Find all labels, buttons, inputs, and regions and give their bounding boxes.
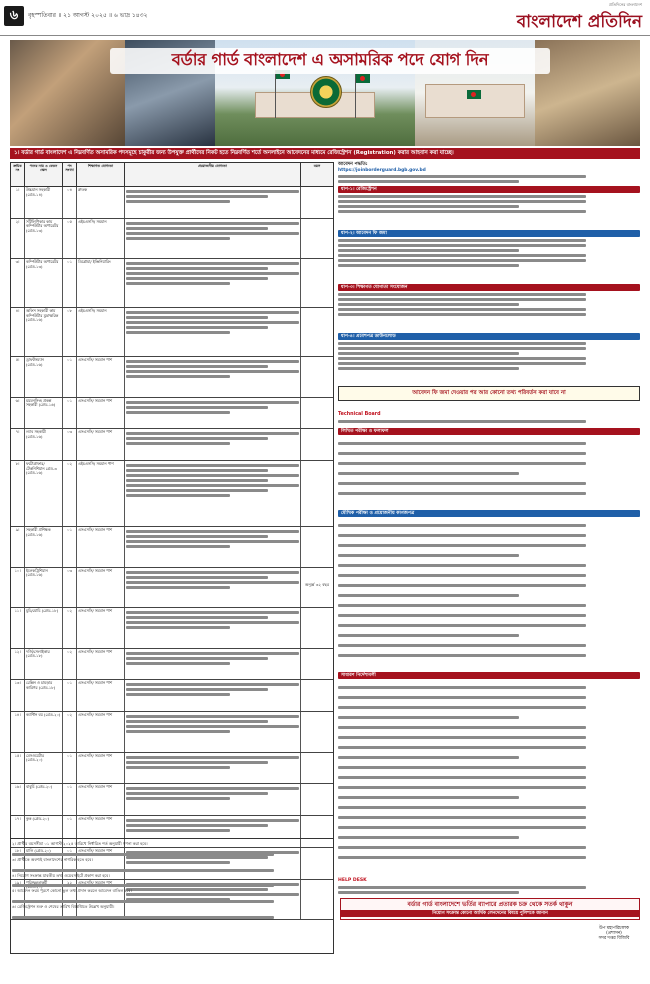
row-requirements [125,461,301,526]
banner-photo-electrician [10,40,125,146]
row-post-name: ফটোগ্রাফার/ টেকনিশিয়ান গ্রেড-৩ (গ্রেড-১৬) [25,461,63,526]
warning-sub: নিয়োগ সংক্রান্ত কোনো আর্থিক লেনদেনের বিষয়ে পুলিশকে জানান [341,910,639,917]
row-post-name: ময়মনসিংহ প্রকল্প সহকারী (গ্রেড-১৬) [25,398,63,429]
row-requirements [125,429,301,460]
helpdesk-label: HELP DESK [338,878,367,883]
vacancy-table [10,162,334,954]
table-row [11,187,333,219]
row-post-name: ক্যান্টিন বয় (গ্রেড-২০) [25,712,63,751]
newspaper-header [0,0,650,36]
row-quantity: ০২ [63,712,77,751]
row-age [301,712,333,751]
apply-url-link[interactable]: https://joinborderguard.bgb.gov.bd [338,167,426,173]
row-post-name: মুচি/মোচি (গ্রেড-১৮) [25,608,63,647]
row-serial: ১২। [11,649,25,680]
row-quantity: ০৫ [63,219,77,258]
row-serial: ১৮। [11,848,25,879]
page-number: ৬ [4,6,24,26]
row-post-name: কম্পিউটার অপারেটর (গ্রেড-১৩) [25,259,63,307]
application-procedure [338,162,640,954]
row-serial: ৯। [11,527,25,566]
row-education: এসএসসি/ সমমান পাশ [77,527,125,566]
table-row [11,527,333,567]
row-post-name: দর্জি/সেলাইকার (গ্রেড-১৮) [25,649,63,680]
row-post-name: পরিচ্ছন্নতাকর্মী [25,880,63,919]
table-row [11,219,333,259]
section-title: সাধারণ নির্দেশাবলী [338,672,640,679]
row-education: এইচএসসি/ সমমান পাশ [77,461,125,526]
table-row [11,712,333,752]
step-title: ধাপ-২। আবেদন ফি জমা [338,230,640,237]
row-requirements [125,568,301,607]
row-serial: ১১। [11,608,25,647]
table-row [11,649,333,681]
paper-tagline: প্রতিদিনের বাংলাদেশ [608,2,642,7]
row-education: এসএসসি/ সমমান পাশ [77,649,125,680]
row-serial: ১। [11,187,25,218]
row-requirements [125,398,301,429]
row-quantity: ০৪ [63,187,77,218]
header-qty: পদ সংখ্যা [63,163,77,187]
table-row [11,608,333,648]
note-item: ৩। প্রার্থীকে অবশ্যই বাংলাদেশের নাগরিক হতে হবে। [12,856,93,862]
signature-block: উপ মহাপরিচালক (প্রশাসন) সদর দপ্তর বিজিবি [598,926,630,942]
row-post-name: কুক (গ্রেড-২০) [25,816,63,847]
row-education: এসএসসি/ সমমান পাশ [77,429,125,460]
dateline: বৃহস্পতিবার ॥ ২১ আগস্ট ২০২৫ ॥ ৬ ভাদ্র ১৪৩২ [28,12,148,19]
row-age [301,753,333,784]
row-education: এসএসসি/ সমমান পাশ [77,568,125,607]
table-row [11,357,333,397]
row-education: এইচএসসি/ সমমান [77,219,125,258]
row-quantity: ০১ [63,680,77,711]
table-row [11,461,333,527]
step-block [338,230,640,269]
header-age: বয়স [313,164,321,168]
row-quantity: ০৩ [63,568,77,607]
row-quantity: ০২ [63,461,77,526]
row-requirements [125,187,301,218]
row-requirements [125,712,301,751]
row-post-name: উচ্চমান সহকারী (গ্রেড-১৪) [25,187,63,218]
banner-headline: বর্ডার গার্ড বাংলাদেশ এ অসামরিক পদে যোগ দিন [171,50,489,69]
row-education: এইচএসসি/ সমমান [77,308,125,356]
row-quantity: ০১ [63,816,77,847]
row-post-name: সাঁটলিপিকার কাম কম্পিউটার অপারেটর (গ্রেড-১৩) [25,219,63,258]
row-requirements [125,219,301,258]
row-requirements [125,308,301,356]
row-serial: ৪। [11,308,25,356]
row-education: এসএসসি/ সমমান পাশ [77,357,125,396]
row-quantity: ০১ [63,357,77,396]
table-row [11,568,333,608]
step-block [338,333,640,372]
row-quantity: ০২ [63,649,77,680]
row-age [301,357,333,396]
info-section [338,428,640,502]
header-requirement: প্রয়োজনীয় যোগ্যতা [125,163,301,187]
row-post-name: ল্যাব সহকারী (গ্রেড-১৬) [25,429,63,460]
row-post-name: মেসওয়েটার (গ্রেড-২০) [25,753,63,784]
row-education: এসএসসি/ সমমান পাশ [77,712,125,751]
row-age [301,608,333,647]
table-row [11,308,333,357]
row-post-name: ইলেকট্রিশিয়ান (গ্রেড-১৬) [25,568,63,607]
row-age [301,187,333,218]
row-education: এসএসসি/ সমমান পাশ [77,680,125,711]
row-serial: ১৩। [11,680,25,711]
row-education: এসএসসি/ সমমান পাশ [77,880,125,919]
row-quantity: ০১ [63,259,77,307]
row-quantity: ০১ [63,848,77,879]
row-age [301,680,333,711]
row-serial: ১৫। [11,753,25,784]
note-item: ৬। রেজিস্ট্রেশন শুরু ও শেষের তারিখ বিজ্ঞপ্তিতে উল্লেখ অনুযায়ী। [12,904,115,910]
row-education: এসএসসি/ সমমান পাশ [77,848,125,879]
row-requirements [125,753,301,784]
row-requirements [125,608,301,647]
row-education: এসএসসি/ সমমান পাশ [77,608,125,647]
technical-board-label: Technical Board [338,412,381,417]
row-quantity: ০১ [63,398,77,429]
step-title: ধাপ-৩। শিক্ষাগত যোগ্যতা সংযোজন [338,284,640,291]
table-row [11,259,333,308]
banner [10,40,640,146]
row-age [301,219,333,258]
row-education: এসএসসি/ সমমান পাশ [77,753,125,784]
row-quantity: ২২ [63,880,77,919]
row-quantity: ০১ [63,784,77,815]
row-serial: ১০। [11,568,25,607]
row-education: ডিপ্লোমা/ ইঞ্জিনিয়ারিং [77,259,125,307]
notice-quote: আবেদন ফি জমা দেওয়ার পর আর কোনো তথ্য পরিবর্তন করা যাবে না [338,386,640,401]
row-education: স্নাতক [77,187,125,218]
header-sl: ক্রমিক নং [11,163,25,187]
warning-footer [340,898,640,920]
row-education: এসএসসি/ সমমান পাশ [77,816,125,847]
row-post-name: বাবুর্চি (গ্রেড-২০) [25,784,63,815]
row-serial: ৩। [11,259,25,307]
table-row [11,784,333,816]
row-serial: ২। [11,219,25,258]
row-age [301,461,333,526]
bgb-emblem-icon [310,76,342,108]
row-quantity: ০২ [63,608,77,647]
row-serial: ১৪। [11,712,25,751]
section-title: মৌখিক পরীক্ষা ও প্রয়োজনীয় কাগজপত্র [338,510,640,517]
info-section [338,672,640,866]
row-requirements [125,680,301,711]
row-serial: ১৭। [11,816,25,847]
intro-text: ১। বর্ডার গার্ড বাংলাদেশ এ নিম্নবর্ণিত অসামরিক পদসমূহে চাকুরীর জন্য উপযুক্ত প্রার্থীদের নিকট হতে নিম্নবর্ণিত শর্তে অনলাইনে আবেদনের মাধ্যমে রেজিস্ট্রেশন (Registration) করার আহবান করা যাচ্ছে। [10,148,640,159]
row-post-name: ড্রাফটসম্যান (গ্রেড-১৬) [25,357,63,396]
note-item: ৫। আবেদন ফরম পূরণে কোনো ভুল তথ্য প্রদান করলে আবেদন বাতিল হবে। [12,888,132,894]
table-header [11,163,333,187]
row-quantity: ০১ [63,527,77,566]
table-row [11,429,333,461]
note-item: ২। প্রার্থীর বয়সসীমা ০১ আগস্ট ২০২৫ তারিখে নির্ধারিত শর্ত অনুযায়ী গণনা করা হবে। [12,841,148,846]
row-serial: ৮। [11,461,25,526]
row-serial: ৫। [11,357,25,396]
row-age [301,784,333,815]
row-post-name: মালি (গ্রেড-২০) [25,848,63,879]
row-quantity: ০৮ [63,308,77,356]
apply-title: আবেদন পদ্ধতি: [338,162,368,167]
row-serial: ৭। [11,429,25,460]
row-requirements [125,784,301,815]
table-row [11,680,333,712]
section-title: লিখিত পরীক্ষা ও ফলাফল [338,428,640,435]
step-title: ধাপ-১। রেজিস্ট্রেশন [338,186,640,193]
step-block [338,186,640,215]
paper-name: বাংলাদেশ প্রতিদিন [516,12,642,32]
row-requirements [125,527,301,566]
row-requirements [125,357,301,396]
table-row [11,753,333,785]
step-title: ধাপ-৪। প্রবেশপত্র ডাউনলোড [338,333,640,340]
row-requirements [125,649,301,680]
row-serial: ১৬। [11,784,25,815]
row-post-name: অফিস সহকারী কাম কম্পিউটার মুদ্রাক্ষরিক (গ্রেড-১৬) [25,308,63,356]
row-quantity: ০১ [63,753,77,784]
row-age [301,527,333,566]
row-education: এসএসসি/ সমমান পাশ [77,398,125,429]
header-edu: শিক্ষাগত যোগ্যতা [77,163,125,187]
age-note: অনূর্ধ্ব ৩২ বছর [304,582,330,587]
header-post: পদের নাম ও বেতন স্কেল [25,163,63,187]
row-age [301,308,333,356]
row-age [301,259,333,307]
row-age [301,429,333,460]
general-notes [10,838,334,956]
row-post-name: রেক্সিন ও চামড়ার কারিগর (গ্রেড-১৮) [25,680,63,711]
row-serial: ৬। [11,398,25,429]
row-serial: ১৯। [11,880,25,919]
banner-photo-worker [535,40,640,146]
row-age [301,649,333,680]
note-item: ৪। নিয়োগ সংক্রান্ত যাবতীয় তথ্য ওয়েবসাইটে প্রকাশ করা হবে। [12,872,110,878]
table-row [11,398,333,430]
row-post-name: সহকারী প্রশিক্ষক (গ্রেড-১৬) [25,527,63,566]
info-section [338,510,640,664]
row-education: এসএসসি/ সমমান পাশ [77,784,125,815]
warning-title: বর্ডার গার্ড বাংলাদেশে ভর্তির ব্যাপারে প্রতারক চক্র থেকে সতর্ক থাকুন [407,901,573,908]
row-quantity: ০৩ [63,429,77,460]
row-age [301,398,333,429]
step-block [338,284,640,318]
row-requirements [125,259,301,307]
